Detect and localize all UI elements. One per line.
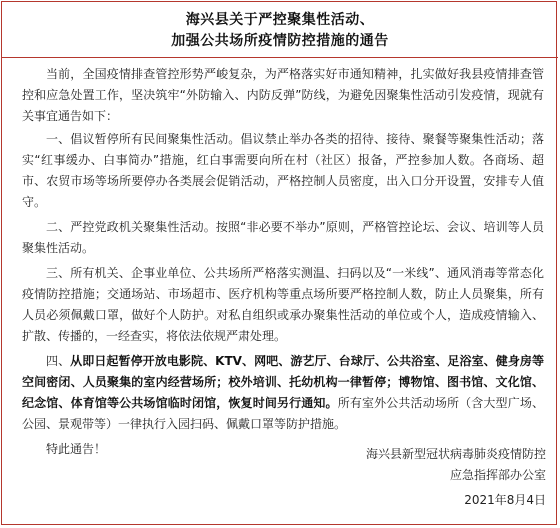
paragraph-item-2: 二、严控党政机关聚集性活动。按照“非必要不举办”原则，严格管控论坛、会议、培训等人员聚集性活动。	[22, 220, 544, 255]
notice-title-box	[2, 2, 558, 58]
paragraph-intro: 当前，全国疫情排查管控形势严峻复杂，为严格落实好市通知精神，扎实做好我县疫情排查管控和应急处置工作，坚决筑牢“外防输入、内防反弹”防线，为避免因聚集性活动引发疫情，现就有关事宜通告如下：	[22, 67, 544, 123]
item-4-bold-text: 从即日起暂停开放电影院、KTV、网吧、游艺厅、台球厅、公共浴室、足浴室、健身房等空间密闭、人员聚集的室内经营场所；校外培训、托幼机构一律暂停；博物馆、图书馆、文化馆、纪念馆、体育馆等公共场馆临时闭馆，恢复时间另行通知。	[22, 354, 544, 410]
signature-org-line-2: 应急指挥部办公室	[449, 468, 546, 482]
signature-date: 2021年8月4日	[464, 493, 546, 507]
notice-title-line-2: 加强公共场所疫情防控措施的通告	[171, 33, 389, 49]
item-4-prefix: 四、	[46, 354, 71, 368]
paragraph-closing: 特此通告！	[46, 442, 107, 456]
notice-title-line-1: 海兴县关于严控聚集性活动、	[185, 12, 375, 28]
signature-org-line-1: 海兴县新型冠状病毒肺炎疫情防控	[365, 447, 546, 461]
paragraph-item-4	[22, 351, 544, 435]
paragraph-item-1: 一、倡议暂停所有民间聚集性活动。倡议禁止举办各类的招待、接待、聚餐等聚集性活动；落实“红事缓办、白事简办”措施，红白事需要向所在村（社区）报备，严控参加人数。各商场、超市、农贸市场等场所要停办各类展会促销活动，严格控制人员密度，出入口分开设置，安排专人值守。	[22, 132, 544, 209]
notice-body	[22, 64, 544, 464]
paragraph-item-3: 三、所有机关、企事业单位、公共场所严格落实测温、扫码以及“一米线”、通风消毒等常态化疫情防控措施；交通场站、市场超市、医疗机构等重点场所要严格控制人数，防止人员聚集，所有人员必须佩戴口罩，做好个人防护。对私自组织或承办聚集性活动的单位或个人，造成疫情输入、扩散、传播的，一经查实，将依法依规严肃处理。	[22, 266, 544, 343]
item-4-tail-text: 所有室外公共活动场所（含大型广场、公园、景观带等）一律执行入园扫码、佩戴口罩等防护措施。	[22, 396, 544, 431]
